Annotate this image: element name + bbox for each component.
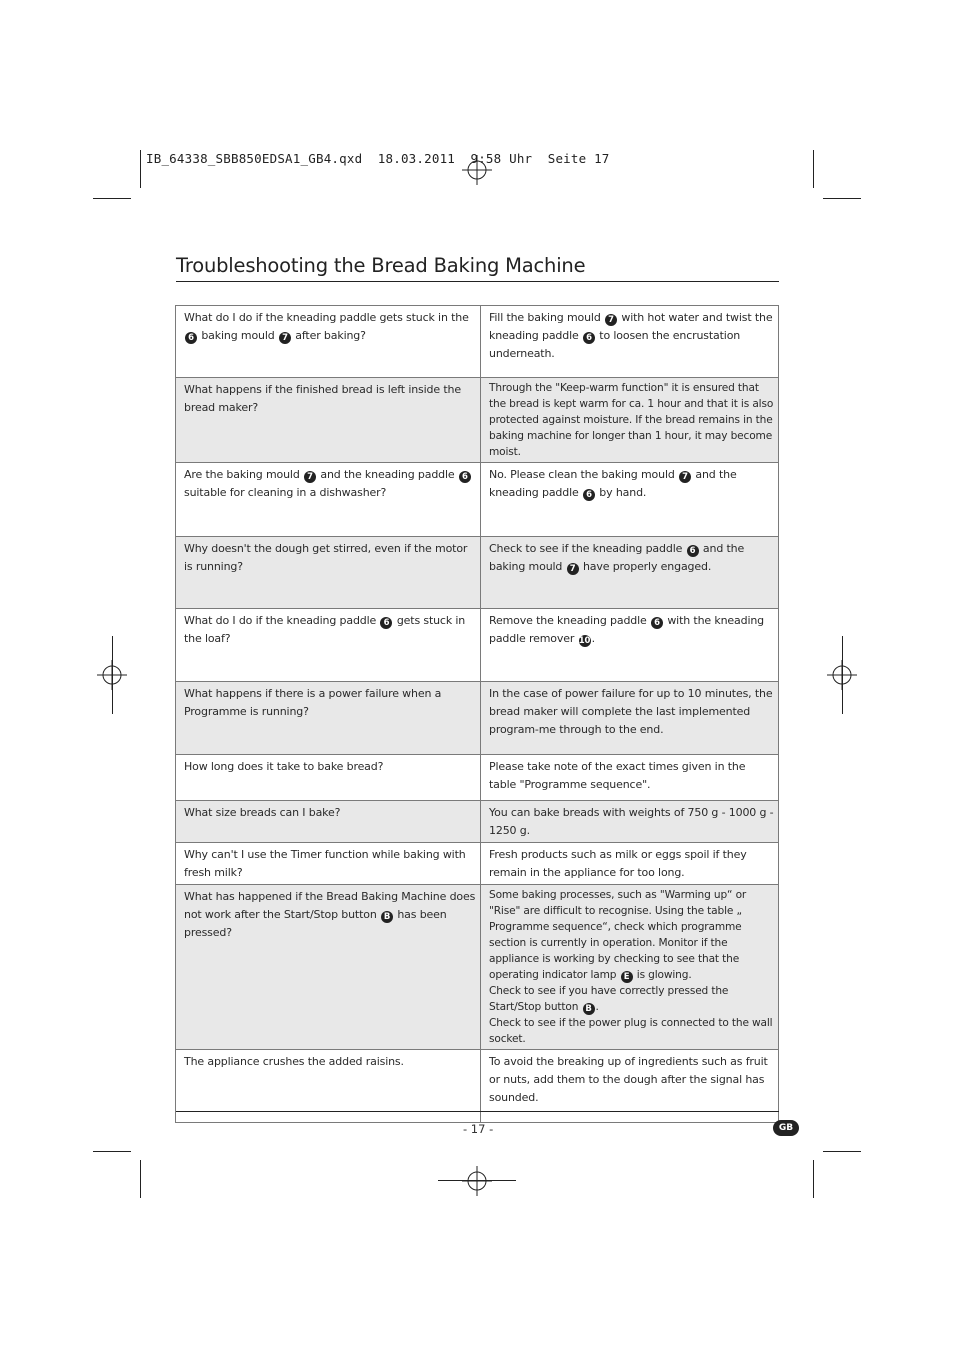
answer-cell	[481, 306, 779, 378]
question-cell	[176, 682, 481, 755]
table-row	[176, 755, 779, 801]
crop-mark	[813, 1160, 814, 1198]
cell-text: Check to see if you have correctly pressed the Start/Stop button	[489, 985, 729, 1013]
cell-text: with the kneading paddle remover	[489, 614, 765, 645]
answer-cell	[481, 801, 779, 843]
answer-cell	[481, 537, 779, 609]
crop-mark	[823, 198, 861, 199]
cell-text: .	[591, 632, 595, 645]
cell-text: What do I do if the kneading paddle	[184, 614, 380, 627]
part-number-badge: E	[621, 971, 633, 983]
table-row	[176, 537, 779, 609]
footer-rule	[176, 1111, 779, 1112]
crop-mark	[140, 150, 141, 188]
part-number-badge: 7	[279, 332, 291, 344]
part-number-badge: 6	[583, 489, 595, 501]
cell-text: gets stuck in the loaf?	[184, 614, 466, 645]
crop-mark	[813, 150, 814, 188]
cell-text: with hot water and twist the kneading paddle	[489, 311, 773, 342]
cell-text: The appliance crushes the added raisins.	[184, 1055, 404, 1068]
cell-text: and the baking mould	[489, 542, 745, 573]
cell-text: Check to see if the power plug is connected to the wall socket.	[489, 1017, 773, 1045]
answer-cell	[481, 378, 779, 463]
table-row	[176, 609, 779, 682]
cell-text: has been pressed?	[184, 908, 447, 939]
cell-text: What has happened if the Bread Baking Machine does not work after the Start/Stop button	[184, 890, 476, 921]
cell-text: and the kneading paddle	[317, 468, 458, 481]
table-row	[176, 378, 779, 463]
part-number-badge: 6	[459, 471, 471, 483]
answer-cell	[481, 463, 779, 537]
answer-cell	[481, 755, 779, 801]
cell-text: have properly engaged.	[579, 560, 712, 573]
cell-text: is glowing.	[633, 969, 692, 981]
cell-text: Please take note of the exact times given in the table "Programme sequence".	[489, 760, 746, 791]
question-cell	[176, 306, 481, 378]
table-row	[176, 306, 779, 378]
crop-mark	[823, 1151, 861, 1152]
cell-text: Some baking processes, such as "Warming up“ or "Rise" are difficult to recognise. Using the table „ Programme sequence“, check which programme section is currently in operation. Monitor if the appliance is working by checking to see that the operating indicator lamp	[489, 889, 747, 981]
cell-text: Fresh products such as milk or eggs spoil if they remain in the appliance for too long.	[489, 848, 747, 879]
answer-cell	[481, 682, 779, 755]
cell-text: No. Please clean the baking mould	[489, 468, 679, 481]
cell-text: Why can't I use the Timer function while baking with fresh milk?	[184, 848, 466, 879]
page-number: - 17 -	[463, 1122, 494, 1136]
cell-text: To avoid the breaking up of ingredients such as fruit or nuts, add them to the dough after the signal has sounded.	[489, 1055, 768, 1104]
answer-cell	[481, 885, 779, 1050]
part-number-badge: 6	[583, 332, 595, 344]
table-row	[176, 885, 779, 1050]
question-cell	[176, 755, 481, 801]
table-row	[176, 801, 779, 843]
cell-text: What happens if there is a power failure when a Programme is running?	[184, 687, 442, 718]
part-number-badge: 7	[304, 471, 316, 483]
cell-text: Check to see if the kneading paddle	[489, 542, 686, 555]
question-cell	[176, 378, 481, 463]
registration-mark-icon	[462, 155, 492, 185]
registration-mark-icon	[462, 1166, 492, 1196]
part-number-badge: 6	[651, 617, 663, 629]
question-cell	[176, 537, 481, 609]
cell-text: and the kneading paddle	[489, 468, 737, 499]
cell-text: Remove the kneading paddle	[489, 614, 650, 627]
table-row	[176, 843, 779, 885]
question-cell	[176, 463, 481, 537]
part-number-badge: 10	[578, 636, 591, 646]
answer-cell	[481, 843, 779, 885]
answer-cell	[481, 609, 779, 682]
cell-text: Through the "Keep-warm function" it is ensured that the bread is kept warm for ca. 1 hour and that it is also protected against moisture. If the bread remains in the baking machine for longer than 1 hour, it may become moist.	[489, 382, 774, 458]
cell-text: In the case of power failure for up to 10 minutes, the bread maker will complete the last implemented program-me through to the end.	[489, 687, 773, 736]
table-row	[176, 682, 779, 755]
language-badge: GB	[773, 1120, 799, 1136]
cell-text: after baking?	[291, 329, 366, 342]
cell-text: What size breads can I bake?	[184, 806, 341, 819]
part-number-badge: 7	[567, 563, 579, 575]
troubleshooting-table	[175, 305, 779, 1123]
crop-mark	[112, 636, 113, 714]
crop-mark	[140, 1160, 141, 1198]
part-number-badge: B	[381, 911, 393, 923]
cell-text: You can bake breads with weights of 750 g - 1000 g - 1250 g.	[489, 806, 774, 837]
question-cell	[176, 843, 481, 885]
cell-text: to loosen the encrustation underneath.	[489, 329, 741, 360]
cell-text: suitable for cleaning in a dishwasher?	[184, 486, 387, 499]
cell-text: .	[595, 1001, 599, 1013]
page-title: Troubleshooting the Bread Baking Machine	[176, 254, 586, 277]
cell-text: What do I do if the kneading paddle gets stuck in the	[184, 311, 469, 324]
cell-text: baking mould	[198, 329, 278, 342]
crop-mark	[438, 1180, 516, 1181]
cell-text: Are the baking mould	[184, 468, 304, 481]
question-cell	[176, 801, 481, 843]
table-row	[176, 463, 779, 537]
crop-mark	[842, 636, 843, 714]
title-rule	[176, 281, 779, 282]
part-number-badge: 6	[687, 545, 699, 557]
cell-text: Why doesn't the dough get stirred, even if the motor is running?	[184, 542, 468, 573]
file-slug: IB_64338_SBB850EDSA1_GB4.qxd 18.03.2011 9:58 Uhr Seite 17	[146, 151, 610, 166]
part-number-badge: 6	[380, 617, 392, 629]
cell-text: by hand.	[595, 486, 647, 499]
part-number-badge: 7	[605, 314, 617, 326]
part-number-badge: 6	[185, 332, 197, 344]
question-cell	[176, 609, 481, 682]
crop-mark	[93, 1151, 131, 1152]
part-number-badge: B	[583, 1003, 595, 1015]
cell-text: How long does it take to bake bread?	[184, 760, 384, 773]
cell-text: What happens if the finished bread is left inside the bread maker?	[184, 383, 461, 414]
cell-text: Fill the baking mould	[489, 311, 604, 324]
part-number-badge: 7	[679, 471, 691, 483]
question-cell	[176, 885, 481, 1050]
crop-mark	[93, 198, 131, 199]
